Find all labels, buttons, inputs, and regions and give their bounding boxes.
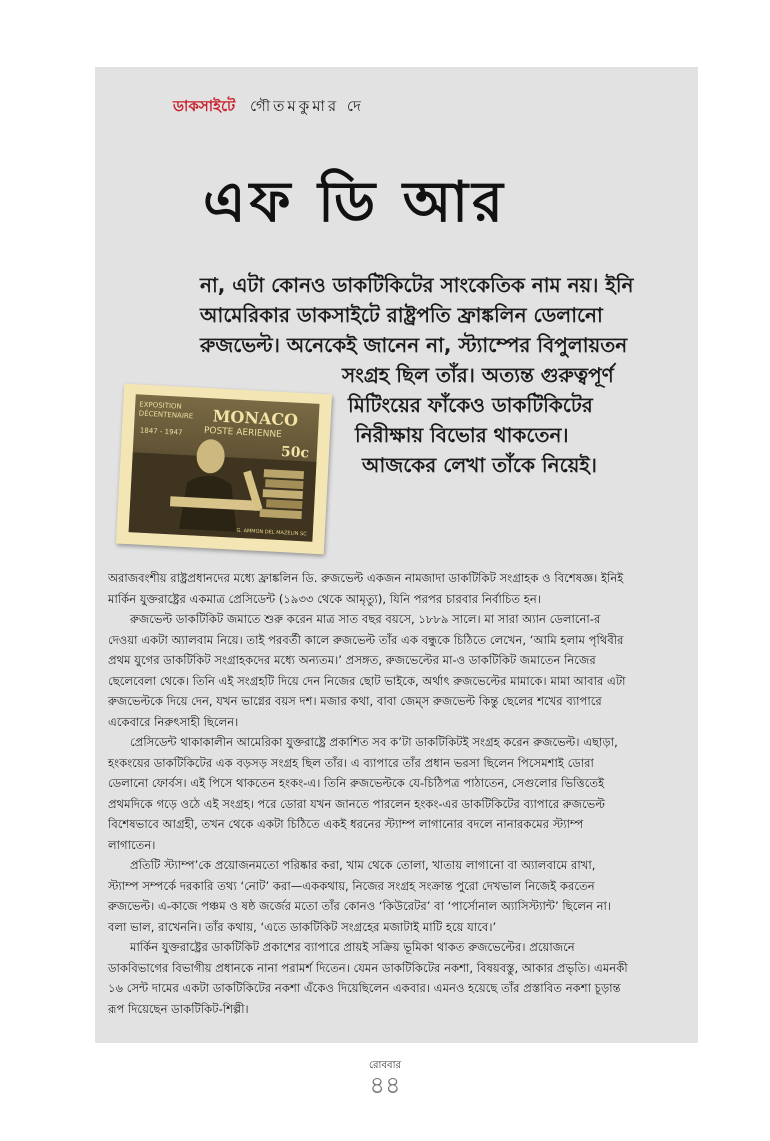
body-paragraph: অরাজবংশীয় রাষ্ট্রপ্রধানদের মধ্যে ফ্রাঙ্কলিন ডি. রুজভেল্ট একজন নামজাদা ডাকটিকিট সংগ্রাহক ও বিশেষজ্ঞ। ইনিই মার্কিন যুক্তরাষ্ট্রের একমাত্র প্রেসিডেন্ট (১৯৩৩ থেকে আমৃত্যু), যিনি পরপর চারবার নির্বাচিত হন।	[108, 571, 624, 606]
stamp-years: 1847 - 1947	[139, 426, 183, 437]
stamp-engraver: G. AMMON DEL MAZELIN SC	[236, 527, 307, 538]
body-paragraph: মার্কিন যুক্তরাষ্ট্রের ডাকটিকিট প্রকাশের ব্যাপারে প্রায়ই সক্রিয় ভূমিকা থাকত রুজভেল্টের। প্রয়োজনে ডাকবিভাগের বিভাগীয় প্রধানকে নানা পরামর্শ দিতেন। যেমন ডাকটিকিটের নকশা, বিষয়বস্তু, আকার প্রভৃতি। এমনকী ১৬ সেন্ট দামের একটা ডাকটিকিটের নকশা এঁকেও দিয়েছিলেন একবার। এমনও হয়েছে তাঁর প্রস্তাবিত নকশা চূড়ান্ত রূপ দিয়েছেন ডাকটিকিট-শিল্পী।	[108, 940, 628, 1016]
intro-line: মিটিংয়ের ফাঁকেও ডাকটিকিটের	[348, 393, 593, 417]
body-paragraph: প্রেসিডেন্ট থাকাকালীন আমেরিকা যুক্তরাষ্ট্রে প্রকাশিত সব ক’টা ডাকটিকিটই সংগ্রহ করেন রুজভেল্ট। এছাড়া, হংকংয়ের ডাকটিকিটের এক বড়সড় সংগ্রহ ছিল তাঁর। এ ব্যাপারে তাঁর প্রধান ভরসা ছিলেন পিসেমশাই ডোরা ডেলানো ফোর্বস। এই পিসে থাকতেন হংকং-এ। তিনি রুজভেল্টকে যে-চিঠিপত্র পাঠাতেন, সেগুলোর ভিত্তিতেই প্রথমদিকে গড়ে ওঠে এই সংগ্রহ। পরে ডোরা যখন জানতে পারলেন হংকং-এর ডাকটিকিটের ব্যাপারে রুজভেল্ট বিশেষভাবে আগ্রহী, তখন থেকে একটা চিঠিতে একই ধরনের স্ট্যাম্প লাগানোর বদলে নানারকমের স্ট্যাম্প লাগাতেন।	[108, 735, 618, 852]
stamp-country: MONACO	[212, 406, 299, 430]
magazine-name: রোববার	[369, 1060, 401, 1071]
intro-line: আমেরিকার ডাকসাইটে রাষ্ট্রপতি ফ্রাঙ্কলিন ডেলানো	[200, 303, 603, 327]
stamp-engraving	[129, 394, 320, 541]
section-label: ডাকসাইটে	[173, 97, 236, 115]
article-body	[108, 568, 628, 1019]
intro-line: নিরীক্ষায় বিভোর থাকতেন।	[355, 423, 569, 447]
monaco-stamp-image	[116, 384, 332, 555]
body-paragraph: রুজভেল্ট ডাকটিকিট জমাতে শুরু করেন মাত্র সাত বছর বয়সে, ১৮৮৯ সালে। মা সারা অ্যান ডেলানো-র দেওয়া একটা অ্যালবাম নিয়ে। তাই পরবর্তী কালে রুজভেল্ট তাঁর এক বন্ধুকে চিঠিতে লেখেন, ‘আমি হলাম পৃথিবীর প্রথম যুগের ডাকটিকিট সংগ্রাহকদের মধ্যে অন্যতম।’ প্রসঙ্গত, রুজভেল্টের মা-ও ডাকটিকিট জমাতেন নিজের ছেলেবেলা থেকে। তিনি এই সংগ্রহটি দিয়ে দেন নিজের ছোট ভাইকে, অর্থাৎ রুজভেল্টের মামাকে। মামা আবার এটা রুজভেল্টকে দিয়ে দেন, যখন ভাগ্নের বয়স দশ। মজার কথা, বাবা জেম্স রুজভেল্ট কিন্তু ছেলের শখের ব্যাপারে একেবারে নিরুৎসাহী ছিলেন।	[108, 612, 626, 729]
author-name: গৌতমকুমার দে	[249, 97, 364, 115]
stamp-exposition-text: EXPOSITION DÉCENTENAIRE	[138, 400, 194, 421]
intro-line: রুজভেল্ট। অনেকেই জানেন না, স্ট্যাম্পের বিপুলায়তন	[200, 333, 628, 357]
page-number: ৪৪	[369, 1071, 401, 1099]
intro-line: সংগ্রহ ছিল তাঁর। অত্যন্ত গুরুত্বপূর্ণ	[342, 363, 614, 387]
body-paragraph: প্রতিটি স্ট্যাম্প’কে প্রয়োজনমতো পরিষ্কার করা, খাম থেকে তোলা, খাতায় লাগানো বা অ্যালবামে রাখা, স্ট্যাম্প সম্পর্কে দরকারি তথ্য ‘নোট’ করা—এককথায়, নিজের সংগ্রহ সংক্রান্ত পুরো দেখভাল নিজেই করতেন রুজভেল্ট। এ-কাজে পঞ্চম ও ষষ্ঠ জর্জের মতো তাঁর কোনও ‘কিউরেটর’ বা ‘পার্সোনাল অ্যাসিস্ট্যান্ট’ ছিলেন না। বলা ভাল, রাখেননি। তাঁর কথায়, ‘এতে ডাকটিকিট সংগ্রহের মজাটাই মাটি হয়ে যাবে।’	[108, 858, 612, 934]
stamp-service: POSTE AERIENNE	[203, 425, 282, 440]
headline: এফ ডি আর	[203, 169, 507, 235]
intro-line: আজকের লেখা তাঁকে নিয়েই।	[362, 453, 597, 477]
intro-line: না, এটা কোনও ডাকটিকিটের সাংকেতিক নাম নয়। ইনি	[200, 273, 634, 297]
stamp-value: 50c	[280, 443, 310, 462]
kicker	[173, 95, 364, 120]
